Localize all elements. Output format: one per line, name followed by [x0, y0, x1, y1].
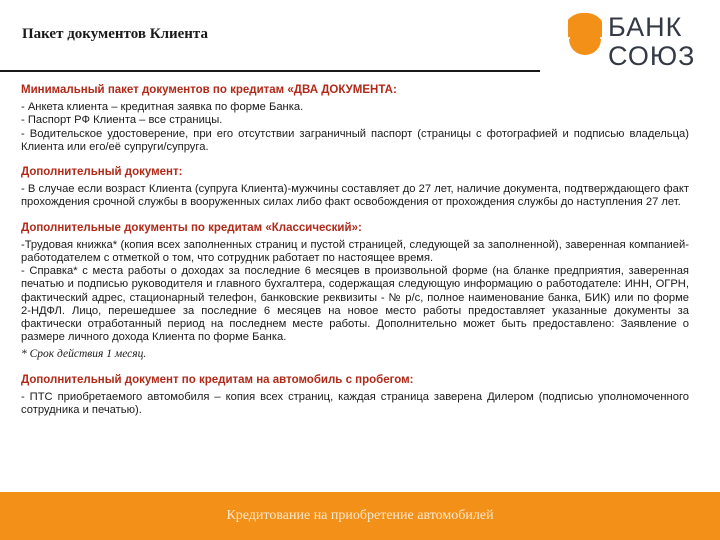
- section-heading: Минимальный пакет документов по кредитам «ДВА ДОКУМЕНТА:: [21, 84, 397, 96]
- section-heading: Дополнительный документ:: [21, 166, 183, 179]
- section-heading: Дополнительные документы по кредитам «Классический»:: [21, 221, 362, 234]
- document-body: [21, 84, 689, 429]
- section-heading: Дополнительный документ по кредитам на автомобиль с пробегом:: [21, 373, 414, 386]
- footer-text: Кредитование на приобретение автомобилей: [226, 508, 494, 523]
- logo-mark-icon: [568, 11, 602, 65]
- bank-logo: [568, 10, 708, 74]
- list-item: - Водительское удостоверение, при его отсутствии заграничный паспорт (страницы с фотографией и подписью владельца) Клиента или его/её супруги/супруга.: [21, 127, 689, 153]
- footer-bar: [0, 492, 720, 540]
- section-additional-document: [21, 166, 689, 210]
- list-item: - Паспорт РФ Клиента – все страницы.: [21, 114, 223, 127]
- section-used-car-loans: [21, 374, 689, 418]
- section-classic-loans: [21, 222, 689, 362]
- list-item: - В случае если возраст Клиента (супруга Клиента)-мужчины составляет до 27 лет, наличие документа, подтверждающего факт прохождения срочной службы в вооруженных силах либо факт освобождения от прохождения службы до наступления 27 лет.: [21, 183, 689, 209]
- page-title: Пакет документов Клиента: [22, 26, 208, 42]
- list-item: - ПТС приобретаемого автомобиля – копия всех страниц, каждая страница заверена Дилером (подписью уполномоченного сотрудника и печатью).: [21, 390, 689, 417]
- list-item: - Анкета клиента – кредитная заявка по форме Банка.: [21, 101, 304, 114]
- validity-note: * Срок действия 1 месяц.: [21, 348, 147, 361]
- list-item: -Трудовая книжка* (копия всех заполненных страниц и пустой страницей, следующей за заполненной), заверенная компанией-работодателем с отметкой о том, что сотрудник работает по настоящее время.: [21, 238, 689, 265]
- logo-text-soyuz: СОЮЗ: [608, 41, 696, 71]
- section-minimal-package: [21, 84, 689, 154]
- logo-text-bank: БАНК: [608, 12, 683, 42]
- title-divider: [0, 70, 540, 72]
- list-item: - Справка* с места работы о доходах за последние 6 месяцев в произвольной форме (на бланке предприятия, заверенная печатью и подписью руководителя и главного бухгалтера, содержащая следующую информацию о работодателе: ИНН, ОГРН, фактический адрес, стационарный телефон, банковские реквизиты - № р/с, полное наименование банка, БИК) или по форме 2-НДФЛ. Лицо, перешедшее за последние 6 месяцев на новое место работы предоставляет указанные документы за фактически отработанный период на последнем месте работы. Дополнительно может быть предоставлено: Заявление о размере личного дохода Клиента по форме Банка.: [21, 265, 689, 344]
